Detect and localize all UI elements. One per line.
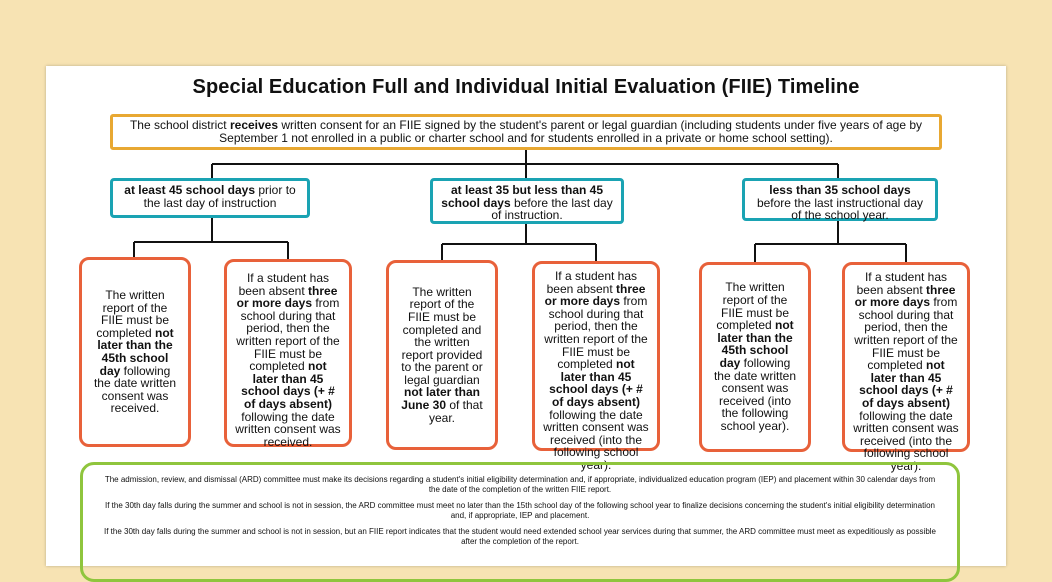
- timing-bold: less than 35 school days: [769, 183, 911, 197]
- outcome-text-bold: not later than the 45th school day: [97, 325, 174, 378]
- outcome-text-bold: three or more days: [544, 281, 646, 309]
- consent-text-pre: The school district: [129, 118, 230, 132]
- timing-box-under-35-days: [742, 178, 938, 221]
- outcome-text: [235, 272, 341, 448]
- outcome-text-part: The written report of the FIIE must be completed and the written report provided to the parent or legal guardian: [401, 284, 483, 387]
- timing-bold: at least 45 school days: [124, 183, 256, 197]
- outcome-text-part: following the date written consent was received (into the following school year).: [713, 356, 797, 433]
- outcome-text-part: following the date written consent was received.: [235, 409, 341, 449]
- outcome-text-part: from school during that period, then the written report of the FIIE must be completed: [236, 296, 340, 374]
- outcome-text-part: following the date written consent was received (into the following school year).: [543, 407, 649, 472]
- outcome-text-part: If a student has been absent: [856, 270, 948, 297]
- outcome-box-4: [532, 261, 660, 472]
- outcome-text: [543, 270, 649, 472]
- page-title: Special Education Full and Individual Initial Evaluation (FIIE) Timeline: [192, 76, 860, 98]
- outcome-box-1: [79, 257, 191, 447]
- timing-rest: prior to the last day of instruction: [143, 183, 296, 210]
- timing-box-45-days: [110, 178, 310, 218]
- outcome-text-part: from school during that period, then the written report of the FIIE must be completed: [544, 294, 648, 372]
- outcome-text-part: The written report of the FIIE must be completed: [716, 280, 790, 333]
- outcome-text-bold: not later than the 45th school day: [717, 318, 794, 370]
- ard-paragraph: The admission, review, and dismissal (ARD) committee must make its decisions regarding a student's initial eligibility determination and, if appropriate, individualized education program (IEP) and placement within 30 calendar days from the date of the completion of the written FIIE report.: [104, 475, 936, 494]
- outcome-text-bold: not later than June 30: [401, 385, 480, 413]
- outcome-text-part: of that year.: [428, 398, 483, 425]
- outcome-text-part: following the date written consent was received.: [93, 363, 177, 416]
- ard-committee-box: [80, 462, 960, 582]
- consent-text-post: written consent for an FIIE signed by the student's parent or legal guardian (including students under five years of age by September 1 not enrolled in a public or charter school and for students enrolled in a private or home school setting).: [219, 118, 923, 145]
- outcome-text-part: following the date written consent was received (into the following school year).: [853, 408, 959, 473]
- outcome-text-bold: not later than 45 school days (+ # of days absent): [241, 359, 335, 411]
- outcome-text-part: If a student has been absent: [546, 269, 638, 296]
- timing-bold: at least 35 but less than 45 school days: [441, 183, 604, 210]
- outcome-box-3: [386, 260, 498, 450]
- outcome-text-bold: not later than 45 school days (+ # of days absent): [549, 357, 643, 409]
- timing-box-35-45-days: [430, 178, 624, 224]
- ard-paragraph: If the 30th day falls during the summer and school is not in session, but an FIIE report indicates that the student would need extended school year services during that summer, the ARD committee must meet as expeditiously as possible after the completion of the report.: [104, 527, 936, 546]
- outcome-text: [90, 289, 180, 415]
- outcome-text-part: If a student has been absent: [238, 271, 330, 298]
- outcome-box-2: [224, 259, 352, 447]
- outcome-text-part: The written report of the FIIE must be completed: [96, 288, 170, 340]
- ard-paragraph: If the 30th day falls during the summer and school is not in session, the ARD committee must meet no later than the 15th school day of the following school year to finalize decisions concerning the student's initial eligibility determination and, if appropriate, IEP and placement.: [105, 501, 935, 520]
- outcome-box-5: [699, 262, 811, 452]
- timing-rest: before the last day of instruction.: [491, 195, 613, 223]
- outcome-text-bold: three or more days: [854, 282, 956, 310]
- outcome-text: [710, 281, 800, 432]
- timing-rest: before the last instructional day of the school year.: [756, 195, 924, 223]
- outcome-text: [853, 271, 959, 473]
- timeline-sheet: [46, 66, 1006, 566]
- consent-box: [110, 114, 942, 150]
- outcome-text-part: from school during that period, then the written report of the FIIE must be completed: [854, 295, 958, 373]
- consent-text-bold: receives: [229, 118, 279, 132]
- outcome-box-6: [842, 262, 970, 473]
- outcome-text-bold: three or more days: [236, 283, 338, 311]
- outcome-text: [397, 286, 487, 425]
- outcome-text-bold: not later than 45 school days (+ # of days absent): [859, 358, 953, 410]
